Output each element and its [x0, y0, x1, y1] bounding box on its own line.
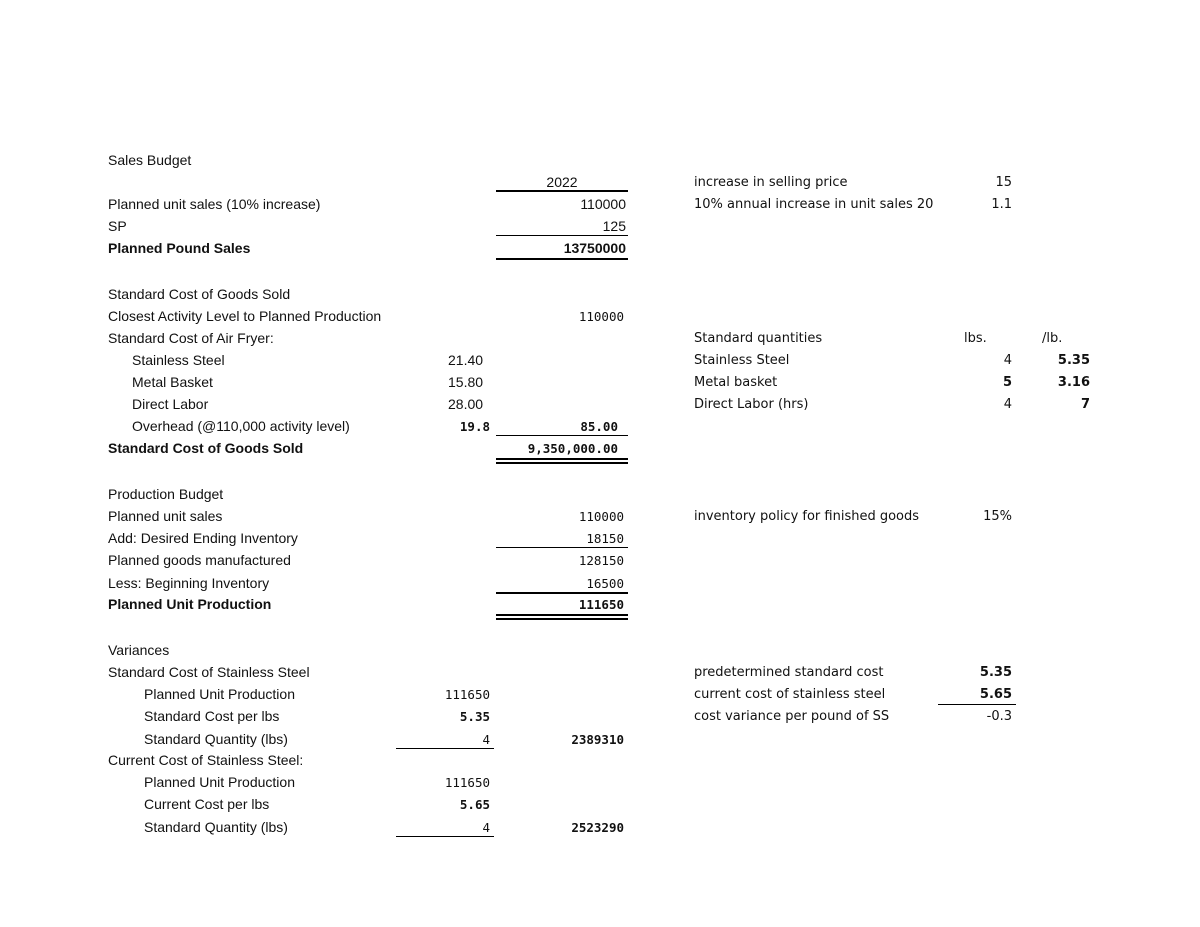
- air-fryer-cost-label: Standard Cost of Air Fryer:: [108, 330, 274, 346]
- cost-variance-underline: [938, 704, 1016, 705]
- variance-row-label: Standard Cost per lbs: [144, 708, 280, 724]
- cogs-double-underline-1: [496, 458, 628, 460]
- production-row-value: 18150: [586, 531, 624, 546]
- planned-unit-production-value: 111650: [578, 597, 624, 612]
- unit-cost-total: 85.00: [580, 419, 618, 434]
- std-qty-row-label: Stainless Steel: [694, 353, 790, 368]
- year-underline: [496, 190, 628, 192]
- variance-row-value: 111650: [444, 775, 490, 790]
- variance-row-label: Standard Quantity (lbs): [144, 819, 288, 835]
- pound-sales-double-underline: [496, 258, 628, 260]
- std-cost-ss-title: Standard Cost of Stainless Steel: [108, 664, 310, 680]
- cogs-item-label: Stainless Steel: [132, 352, 225, 368]
- selling-price-increase-label: increase in selling price: [694, 175, 848, 190]
- production-row-label: Planned unit sales: [108, 508, 223, 524]
- std-qty-header: Standard quantities: [694, 331, 823, 346]
- planned-pound-sales-value: 13750000: [563, 240, 626, 256]
- planned-unit-production-label: Planned Unit Production: [108, 596, 272, 612]
- variance-row-label: Planned Unit Production: [144, 686, 295, 702]
- variance-side-value: 5.35: [979, 665, 1012, 680]
- inventory-policy-label: inventory policy for finished goods: [694, 509, 920, 524]
- sp-underline: [496, 235, 628, 236]
- variance-row-value: 5.35: [459, 709, 490, 724]
- variance-row-value: 4: [482, 820, 490, 835]
- cogs-item-value: 28.00: [448, 396, 484, 412]
- overhead-value: 19.8: [459, 419, 490, 434]
- variance-row-value: 4: [482, 732, 490, 747]
- std-cost-total: 2389310: [571, 732, 624, 747]
- variance-side-value: -0.3: [986, 709, 1012, 724]
- variance-side-label: cost variance per pound of SS: [694, 709, 890, 724]
- production-row-label: Planned goods manufactured: [108, 552, 291, 568]
- selling-price-increase-value: 15: [995, 175, 1012, 190]
- std-qty-row-qty: 4: [1003, 397, 1012, 412]
- sales-year: 2022: [546, 174, 578, 190]
- cogs-item-value: 15.80: [448, 374, 484, 390]
- production-row-value: 16500: [586, 576, 624, 591]
- sp-value: 125: [602, 218, 626, 234]
- variance-row-label: Current Cost per lbs: [144, 796, 270, 812]
- production-row-label: Add: Desired Ending Inventory: [108, 530, 298, 546]
- closest-activity-label: Closest Activity Level to Planned Production: [108, 308, 382, 324]
- current-qty-underline: [396, 836, 494, 837]
- cogs-item-label: Metal Basket: [132, 374, 213, 390]
- production-row-label: Less: Beginning Inventory: [108, 575, 270, 591]
- variances-title: Variances: [108, 642, 170, 658]
- annual-increase-label: 10% annual increase in unit sales 20: [694, 197, 934, 212]
- planned-pound-sales-label: Planned Pound Sales: [108, 240, 251, 256]
- std-qty-lbs-header: lbs.: [964, 331, 987, 346]
- current-cost-ss-title: Current Cost of Stainless Steel:: [108, 752, 304, 768]
- production-double-underline-2: [496, 618, 628, 620]
- sales-budget-title: Sales Budget: [108, 152, 192, 168]
- unit-cost-underline: [496, 435, 628, 436]
- cogs-item-label: Overhead (@110,000 activity level): [132, 418, 350, 434]
- inventory-policy-value: 15%: [983, 509, 1012, 524]
- std-qty-row-label: Direct Labor (hrs): [694, 397, 809, 412]
- variance-row-value: 5.65: [459, 797, 490, 812]
- std-qty-row-rate: 7: [1080, 397, 1090, 412]
- std-qty-row-rate: 3.16: [1057, 375, 1090, 390]
- annual-increase-value: 1.1: [991, 197, 1012, 212]
- beginning-inventory-underline: [496, 592, 628, 594]
- production-row-value: 110000: [578, 509, 624, 524]
- cogs-total-label: Standard Cost of Goods Sold: [108, 440, 304, 456]
- std-qty-row-qty: 4: [1003, 353, 1012, 368]
- std-qty-underline: [396, 748, 494, 749]
- current-cost-total: 2523290: [571, 820, 624, 835]
- variance-row-label: Standard Quantity (lbs): [144, 731, 288, 747]
- std-qty-row-label: Metal basket: [694, 375, 778, 390]
- variance-side-value: 5.65: [979, 687, 1012, 702]
- cogs-item-value: 21.40: [448, 352, 484, 368]
- ending-inventory-underline: [496, 547, 628, 548]
- std-qty-rate-header: /lb.: [1042, 331, 1063, 346]
- variance-side-label: predetermined standard cost: [694, 665, 884, 680]
- std-qty-row-rate: 5.35: [1057, 353, 1090, 368]
- cogs-double-underline-2: [496, 462, 628, 464]
- planned-unit-sales-label: Planned unit sales (10% increase): [108, 196, 321, 212]
- closest-activity-value: 110000: [578, 309, 624, 324]
- sp-label: SP: [108, 218, 127, 234]
- cogs-title: Standard Cost of Goods Sold: [108, 286, 291, 302]
- cogs-total-value: 9,350,000.00: [527, 441, 618, 456]
- production-budget-title: Production Budget: [108, 486, 224, 502]
- cogs-item-label: Direct Labor: [132, 396, 209, 412]
- variance-row-value: 111650: [444, 687, 490, 702]
- variance-side-label: current cost of stainless steel: [694, 687, 886, 702]
- production-row-value: 128150: [578, 553, 624, 568]
- planned-unit-sales-value: 110000: [580, 196, 626, 212]
- production-double-underline-1: [496, 614, 628, 616]
- variance-row-label: Planned Unit Production: [144, 774, 295, 790]
- std-qty-row-qty: 5: [1002, 375, 1012, 390]
